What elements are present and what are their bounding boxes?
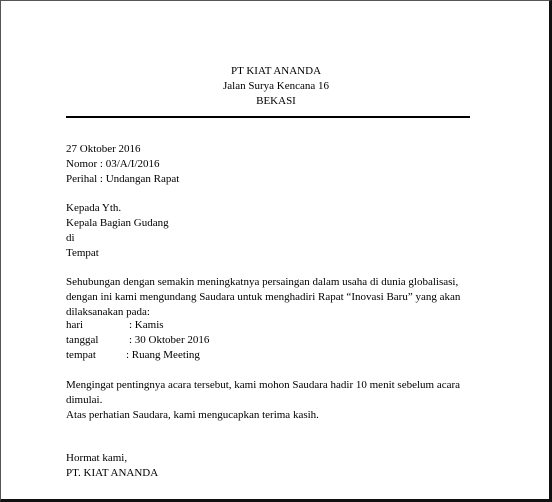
body-paragraph [66, 275, 486, 320]
company-name: PT KIAT ANANDA [230, 65, 322, 77]
schedule-row-day [66, 318, 486, 333]
letter-meta [66, 142, 486, 187]
schedule-day-label: hari [66, 319, 84, 331]
recipient-name: Kepala Bagian Gudang [66, 217, 169, 229]
body-line: dengan ini kami mengundang Saudara untuk menghadiri Rapat “Inovasi Baru” yang akan [66, 291, 461, 303]
schedule-block [66, 318, 486, 363]
schedule-date-value: : 30 Oktober 2016 [129, 334, 210, 346]
closing-line: dimulai. [66, 394, 103, 406]
signature-company: PT. KIAT ANANDA [66, 467, 159, 479]
closing-paragraph [66, 378, 486, 423]
closing-line: Atas perhatian Saudara, kami mengucapkan terima kasih. [66, 409, 319, 421]
recipient-block [66, 201, 486, 261]
body-line: Sehubungan dengan semakin meningkatnya persaingan dalam usaha di dunia globalisasi, [66, 276, 459, 288]
schedule-row-place [66, 348, 486, 363]
schedule-place-value: : Ruang Meeting [126, 349, 200, 361]
signature-block [66, 451, 486, 481]
body-line: dilaksanakan pada: [66, 306, 150, 318]
closing-line: Mengingat pentingnya acara tersebut, kami mohon Saudara hadir 10 menit sebelum acara [66, 379, 461, 391]
schedule-date-label: tanggal [66, 334, 99, 346]
recipient-at: di [66, 232, 75, 244]
schedule-row-date [66, 333, 486, 348]
recipient-place: Tempat [66, 247, 99, 259]
schedule-place-label: tempat [66, 349, 96, 361]
company-city: BEKASI [256, 95, 296, 107]
letter-number: Nomor : 03/A/I/2016 [66, 158, 160, 170]
letter-subject: Perihal : Undangan Rapat [66, 173, 180, 185]
letterhead [0, 64, 552, 109]
letterhead-divider [66, 116, 470, 118]
company-street: Jalan Surya Kencana 16 [223, 80, 329, 92]
schedule-day-value: : Kamis [129, 319, 164, 331]
recipient-salutation: Kepada Yth. [66, 202, 122, 214]
signature-regards: Hormat kami, [66, 452, 128, 464]
letter-date: 27 Oktober 2016 [66, 143, 141, 155]
